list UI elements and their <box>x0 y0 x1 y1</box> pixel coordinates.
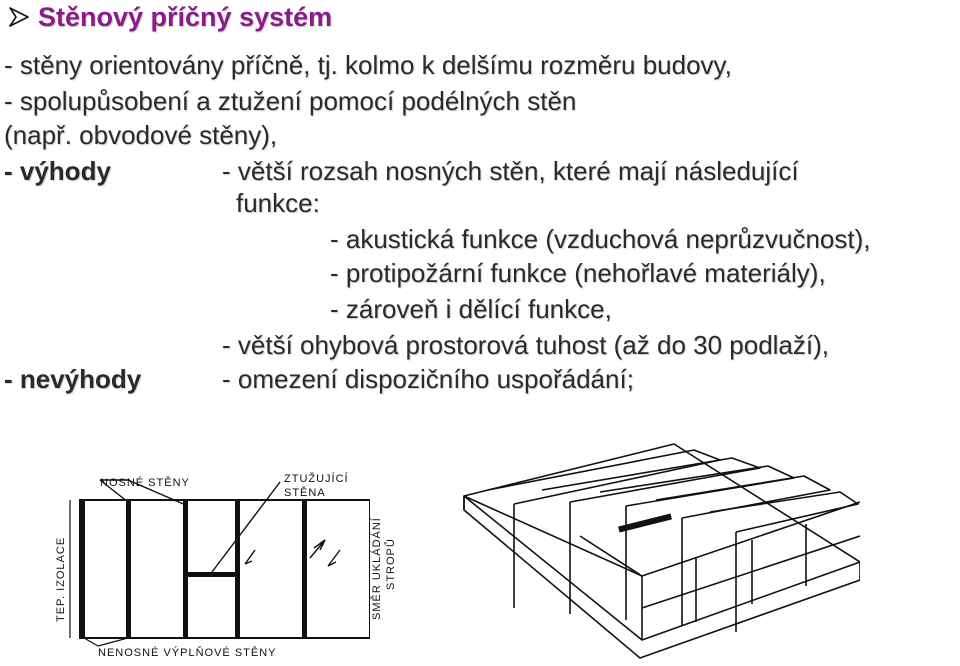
line-example: (např. obvodové stěny), <box>4 120 278 150</box>
line-cooperation: - spolupůsobení a ztužení pomocí podélných stěn <box>4 86 577 116</box>
arrow-bullet-icon <box>8 6 30 28</box>
advantage-1-sub-2: - protipožární funkce (nehořlavé materiály), <box>330 258 826 288</box>
slide-title <box>8 0 332 34</box>
advantages-label: - výhody <box>4 156 111 186</box>
advantage-1-cont: funkce: <box>236 188 320 218</box>
label-nenosne-steny: NENOSNÉ VÝPLŇOVÉ STĚNY <box>98 647 277 659</box>
advantage-1: - větší rozsah nosných stěn, které mají následující <box>222 156 799 186</box>
disadvantages-label: - nevýhody <box>4 364 142 394</box>
label-nosne-steny: NOSNÉ STĚNY <box>100 477 190 489</box>
label-tep-izolace: TEP. IZOLACE <box>55 536 67 622</box>
title-text: Stěnový příčný systém <box>38 1 333 32</box>
disadvantage-1: - omezení dispozičního uspořádání; <box>222 364 634 394</box>
label-smer-ukladani-1: SMĚR UKLÁDÁNÍ <box>371 517 383 620</box>
direction-label <box>362 440 402 662</box>
advantage-1-sub-1: - akustická funkce (vzduchová neprůzvučnost), <box>330 224 871 254</box>
plan-view-drawing <box>40 440 370 662</box>
label-ztuzujici-2: STĚNA <box>284 487 326 499</box>
label-ztuzujici-1: ZTUŽUJÍCÍ <box>284 473 349 485</box>
label-smer-ukladani-2: STROPŮ <box>385 538 397 590</box>
advantage-1-sub-3: - zároveň i dělící funkce, <box>330 294 612 324</box>
line-orientation: - stěny orientovány příčně, tj. kolmo k delšímu rozměru budovy, <box>4 50 732 80</box>
advantage-2: - větší ohybová prostorová tuhost (až do 30 podlaží), <box>222 330 830 360</box>
axonometric-drawing <box>460 440 860 662</box>
